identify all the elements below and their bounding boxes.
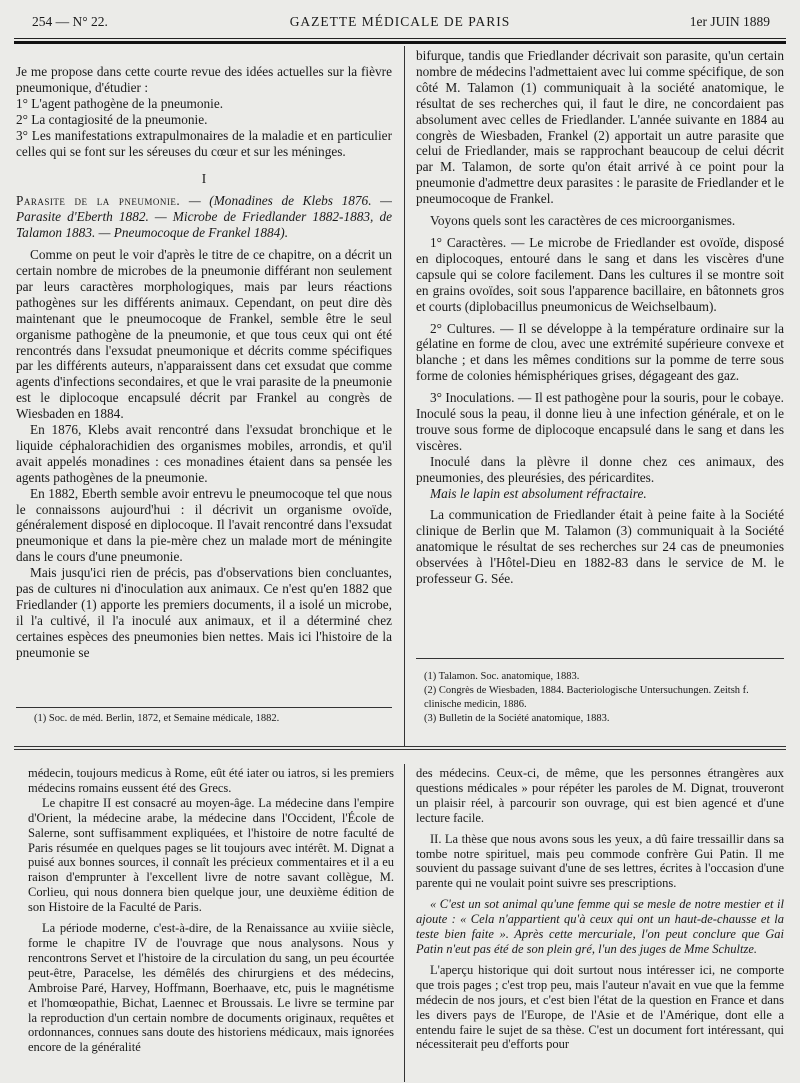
footnote-rule-left [16,707,392,708]
paragraph: Inoculé dans la plèvre il donne chez ces animaux, des pneumonies, des pleurésies, des péricardites. [416,453,784,485]
footnote: (3) Bulletin de la Société anatomique, 1883. [424,713,610,724]
footnotes-right [424,670,784,726]
paragraph: « C'est un sot animal qu'une femme qui se mesle de notre mestier et il ajoute : « Cela n'appartient qu'à ceux qui ont un haut-de-chausse et la teste bien faite ». Après cette mercuriale, l'on peut conclure que Gai Patin n'eut pas été de son plein gré, l'un des juges de Mme Schultze. [416,897,784,956]
column-divider-top [404,46,405,746]
footnote: (1) Soc. de méd. Berlin, 1872, et Semaine médicale, 1882. [34,713,280,724]
paragraph: La période moderne, c'est-à-dire, de la Renaissance au xviiie siècle, forme le chapitre IV de l'ouvrage que nous analysons. Nous y rencontrons Servet et l'histoire de la circulation du sang, un peu écourtée peut-être, Paracelse, les démêlés des chirurgiens et des médecins, Ambroise Paré, Harvey, Hoffmann, Boerhaave, etc, puis le magnétisme et l'homœopathie, Bichat, Laennec et Broussais. Le livre se termine par la reproduction d'un certain nombre de documents originaux, requêtes et ordonnances, connues sans doute des historiens médicaux, mais ignorées encore de la généralité [28,921,394,1055]
footnote: (1) Talamon. Soc. anatomique, 1883. [424,671,580,682]
paragraph: L'aperçu historique qui doit surtout nous intéresser ici, ne comporte que trois pages ; c'est trop peu, mais l'auteur n'avait en vue que la femme médecin de nos jours, et c'est bien l'état de la question en France et dans les divers pays de l'Europe, de l'Asie et de l'Amérique, dont elle a entendu faire le sujet de sa thèse. C'est un document fort intéressant, qui nécessiterait peu d'efforts pour [416,962,784,1052]
paragraph: médecin, toujours medicus à Rome, eût été iater ou iatros, si les premiers médecins romains eussent été des Grecs. [28,766,394,795]
paragraph: 3° Inoculations. — Il est pathogène pour la souris, pour le cobaye. Inoculé sous la peau, il donne lieu à une infection générale, et on le trouve sous forme de diplocoque encapsulé dans le sang et dans les viscères. [416,390,784,453]
header-rule [14,38,786,44]
paragraph: En 1876, Klebs avait rencontré dans l'exsudat bronchique et le liquide céphalorachidien des organismes mobiles, arrondis, et qu'il avait appelés monadines : ces monadines étaient dans sa pensée les agents pathogènes de la pneumonie. [16,422,392,485]
point-2: 2° La contagiosité de la pneumonie. [16,111,208,127]
article-left-column [16,64,392,661]
review-right-column [416,766,784,1052]
paragraph: Mais jusqu'ici rien de précis, pas d'observations bien concluantes, pas de cultures ni d'inoculation aux animaux. Ce n'est qu'en 1882 que Friedlander (1) apporte les premiers documents, il a isolé un microbe, il l'a cultivé, il l'a inoculé aux animaux, et il a déterminé chez certaines espèces des pneumonies bien nettes. Mais ici l'histoire de la pneumonie se [16,565,392,660]
paragraph: Voyons quels sont les caractères de ces microorganismes. [430,213,736,229]
paragraph: Mais le lapin est absolument réfractaire. [430,485,647,501]
page-header [14,4,786,38]
paragraph: Le chapitre II est consacré au moyen-âge. La médecine dans l'empire d'Orient, la médecine arabe, la médecine dans l'Occident, l'École de Salerne, sont suffisamment expliquées, et l'histoire de notre faculté de Paris résumée en quelques pages se lit toujours avec intérêt. M. Dignat a puisé aux bonnes sources, il connaît les précieux commentaires et il a eu raison d'emprunter à l'excellent livre de notre savant collègue, M. Corlieu, qui nous donnera bien quelque jour, une deuxième édition de son Histoire de la Faculté de Paris. [28,795,394,915]
paragraph: La communication de Friedlander était à peine faite à la Société clinique de Berlin que M. Talamon (3) communiquait à la Société anatomique le résultat de ses recherches sur 24 cas de pneumonies observées à l'Hôtel-Dieu en 1882-83 dans le service de M. le professeur G. Sée. [416,507,784,587]
paragraph: II. La thèse que nous avons sous les yeux, a dû faire tressaillir dans sa tombe notre spirituel, mais peu commode confrère Gui Patin. Il me souvient du passage suivant d'une de ses lettres, écrites à l'occasion d'une parente qui ne voulait point suivre ses prescriptions. [416,831,784,891]
point-1: 1° L'agent pathogène de la pneumonie. [16,95,224,111]
footnote-rule-right [416,658,784,659]
section-title [16,193,392,241]
article-right-column [416,48,784,587]
intro-text: Je me propose dans cette courte revue des idées actuelles sur la fièvre pneumonique, d'étudier : [16,64,392,95]
paragraph: 1° Caractères. — Le microbe de Friedlander est ovoïde, disposé en diplocoques, entouré dans le sang et dans les viscères d'une capsule qui se colore facilement. Dans les cultures il se montre soit en grains ovoïdes, soit sous l'apparence bacillaire, en bâtonnets gros et courts (diplobacillus pneumonicus de Weichselbaum). [416,234,784,314]
paragraph: En 1882, Eberth semble avoir entrevu le pneumocoque tel que nous le connaissons aujourd'hui : il décrivit un organisme ovoïde, généralement disposé en diplocoque. Il l'avait rencontré dans l'exsudat pneumonique et dans la pie-mère chez un malade mort de méningite dans le cours d'une pneumonie. [16,485,392,565]
section-number: I [201,171,207,187]
footnotes-left [34,712,392,726]
column-divider-bottom [404,764,405,1082]
journal-title: GAZETTE MÉDICALE DE PARIS [289,14,511,29]
paragraph: des médecins. Ceux-ci, de même, que les personnes étrangères aux questions médicales » pour répéter les paroles de M. Dignat, trouveront un plaisir réel, à parcourir son ouvrage, qui est bien agencé et d'une lecture facile. [416,766,784,825]
footnote: (2) Congrès de Wiesbaden, 1884. Bacteriologische Untersuchungen. Zeitsh f. clinische medicin, 1886. [424,685,749,710]
issue-date: 1er JUIN 1889 [689,14,770,29]
paragraph: 2° Cultures. — Il se développe à la température ordinaire sur la gélatine en forme de clou, avec une extrémité supérieure convexe et blanche ; et dans les mêmes conditions sur la pomme de terre sous forme de colonies hémisphériques grises, dégageant des gaz. [416,320,784,384]
paragraph: Comme on peut le voir d'après le titre de ce chapitre, on a décrit un certain nombre de microbes de la pneumonie différant non seulement par leurs caractères morphologiques, mais par leurs réactions pathogènes sur les différents animaux. Cependant, on peut dire dès maintenant que le pneumocoque de Frankel, semble être le seul organisme pathogène de la pneumonie, et que tous ceux qui ont été rencontrés dans l'exsudat pneumonique et décrits comme spécifiques par les différents auteurs, n'apparaissent dans cet exsudat que comme agents d'infections secondaires, et que le vrai parasite de la pneumonie est le diplocoque encapsulé décrit par Frankel au congrès de Wiesbaden en 1884. [16,247,392,422]
review-left-column [28,766,394,1055]
page-number: 254 — N° 22. [32,14,108,29]
section-title-rest: — (Monadines de Klebs 1876. — Parasite d'Eberth 1882. — Microbe de Friedlander 1882-1883, de Talamon 1883. — Pneumocoque de Frankel 1884). [16,193,392,241]
section-divider-2 [14,749,786,750]
point-3: 3° Les manifestations extrapulmonaires de la maladie et en particulier celles qui se font sur les séreuses du cœur et sur les méninges. [16,127,392,159]
section-title-label: Parasite de la pneumonie. [16,193,181,209]
section-divider [14,746,786,747]
paragraph: bifurque, tandis que Friedlander décrivait son parasite, qu'un certain nombre de médecins l'admettaient avec lui comme spécifique, de son côté M. Talamon (1) communiquait à la société anatomique, le résultat de ses recherches qui, il faut le dire, ne concordaient pas absolument avec celles de Friedlander. L'année suivante en 1884 au congrès de Wiesbaden, Frankel (2) apportait un autre parasite que celui de Friedlander, mais se rapprochant beaucoup de celui décrit par M. Talamon, de sorte qu'on était arrivé à ce point pour la pneumonie d'admettre deux parasites : le parasite de Friedlander et le pneumocoque de Frankel. [416,48,784,207]
